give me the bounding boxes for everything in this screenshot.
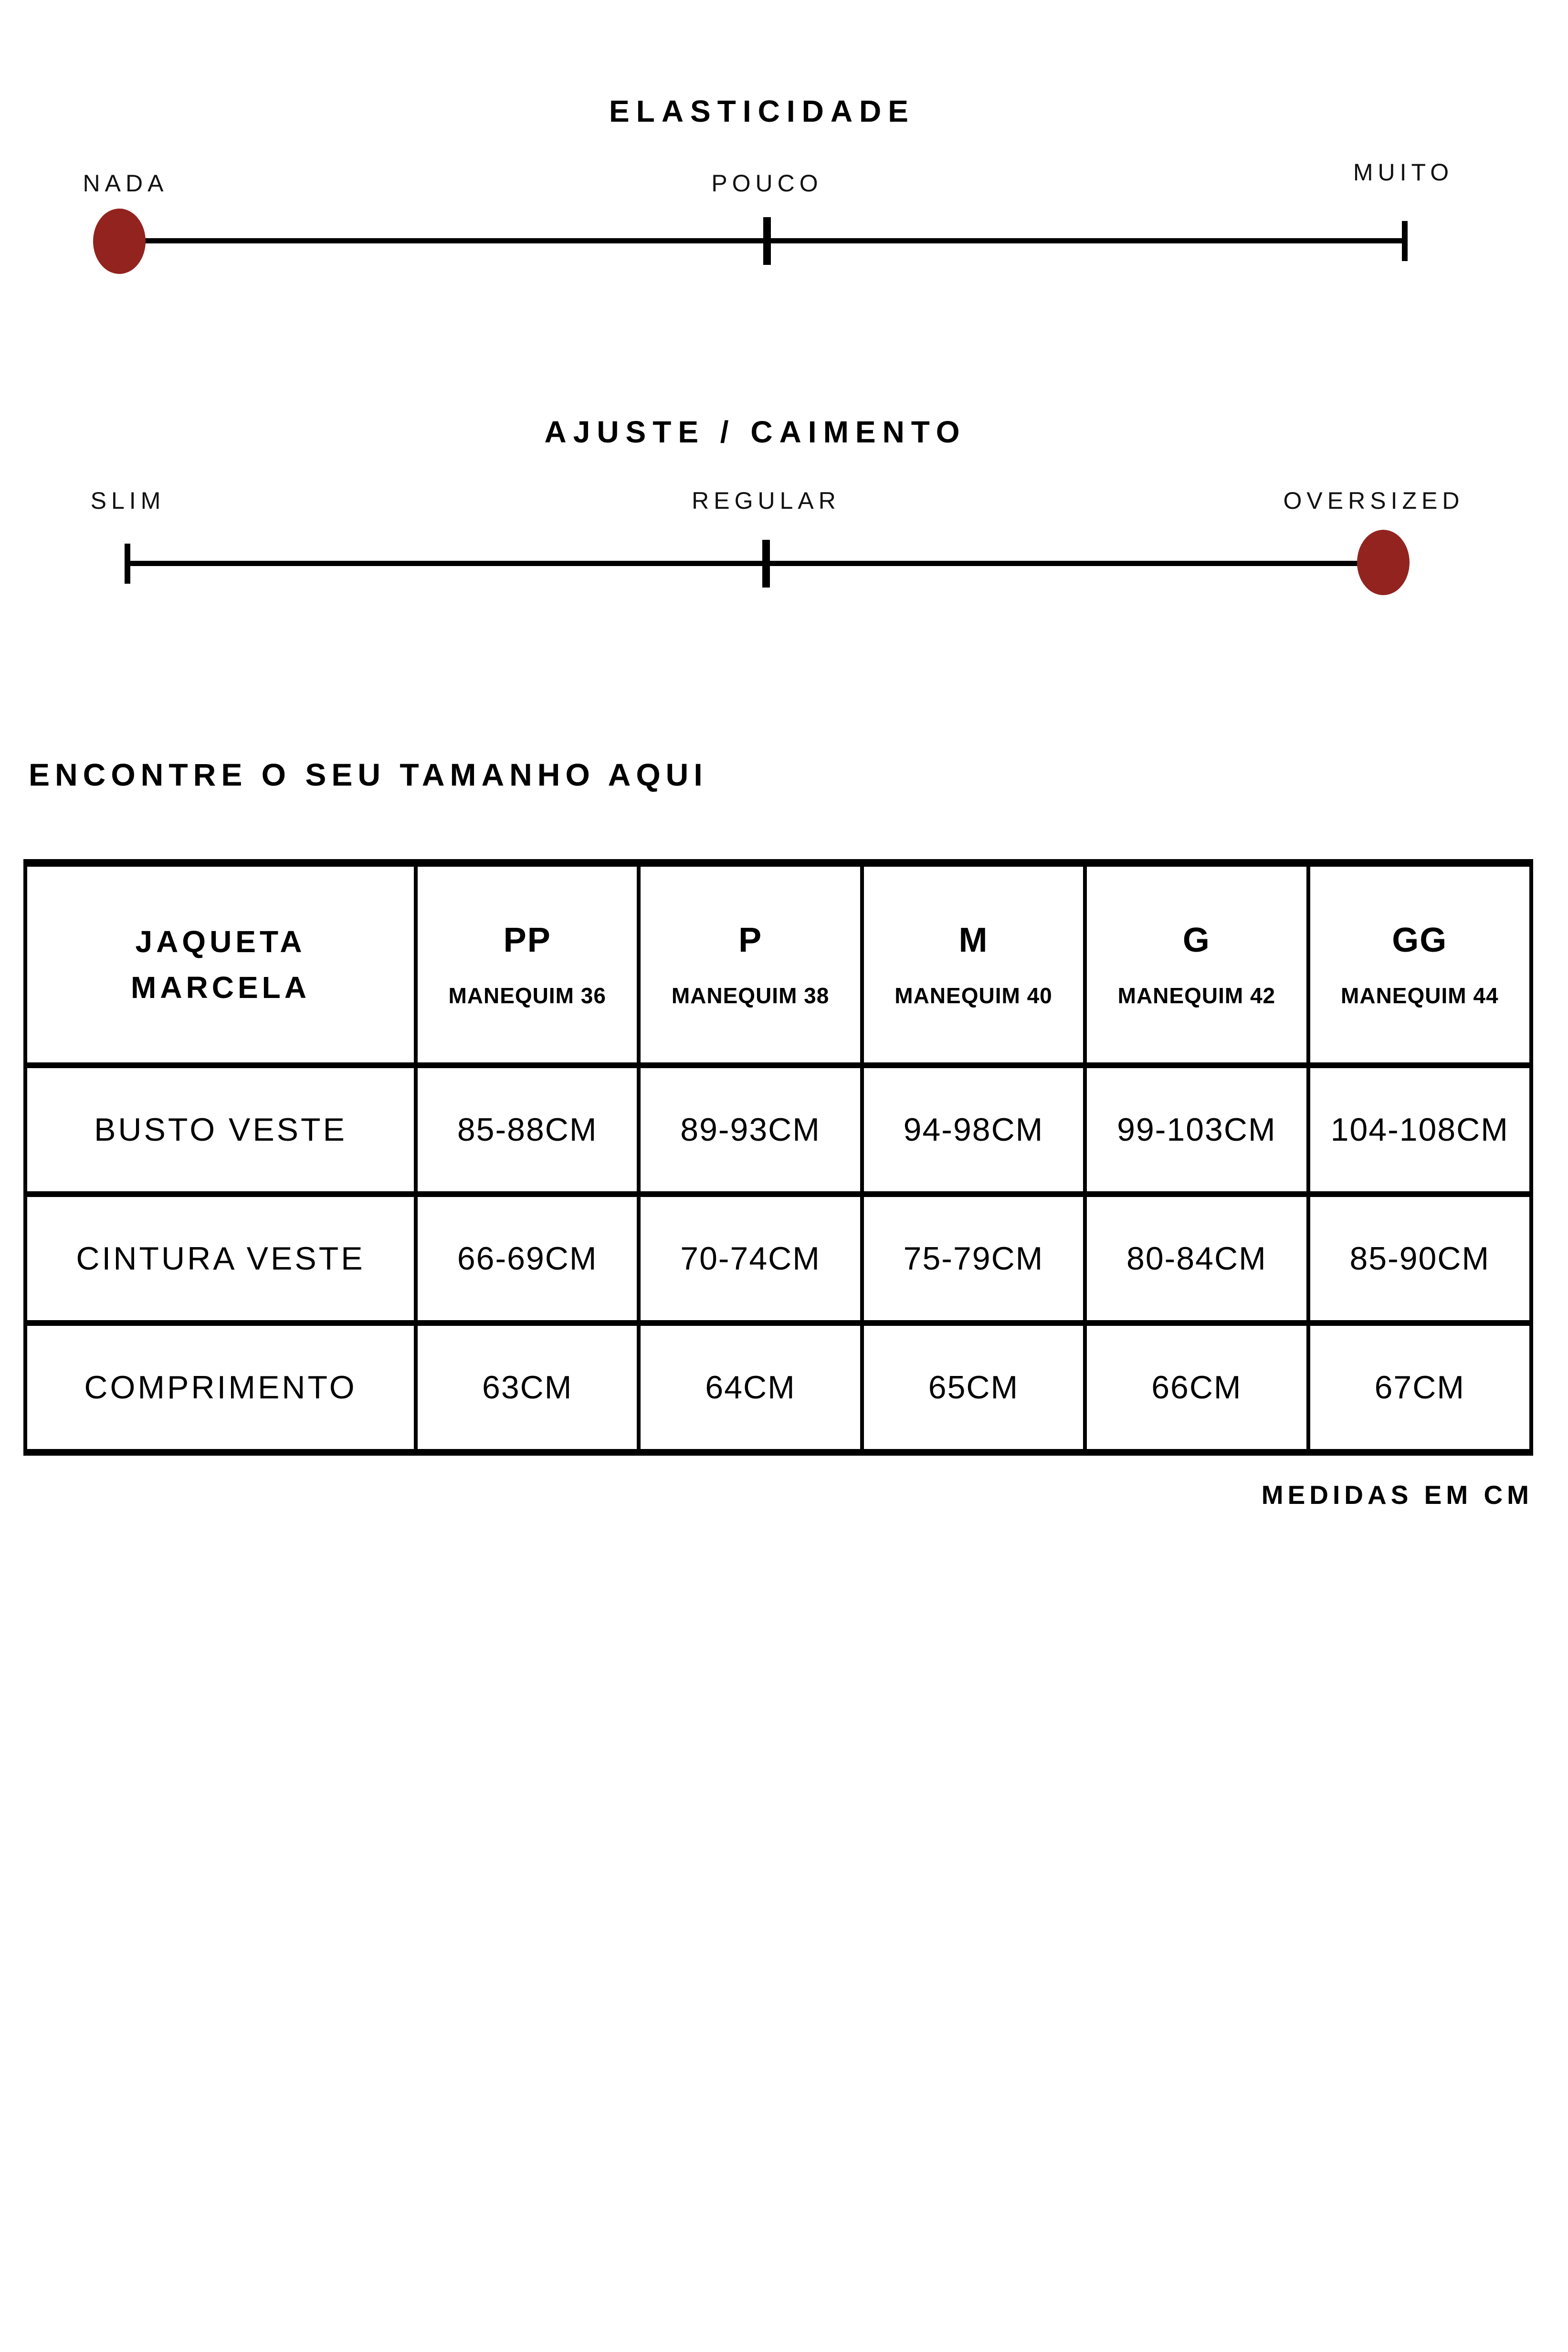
- elasticity-end-tick: [1402, 221, 1408, 261]
- fit-label-oversized: OVERSIZED: [1283, 487, 1464, 514]
- table-cell-cintura-m: 75-79CM: [864, 1197, 1083, 1320]
- elasticity-mid-tick: [763, 217, 771, 265]
- table-cell-comprimento-p: 64CM: [641, 1326, 860, 1449]
- size-header-gg: [1310, 867, 1529, 1062]
- table-cell-busto-pp: 85-88CM: [418, 1068, 637, 1191]
- product-name-line1: JAQUETA: [135, 924, 306, 959]
- size-letter: G: [1182, 921, 1210, 959]
- size-letter: GG: [1392, 921, 1448, 959]
- elasticity-label-muito: MUITO: [1353, 159, 1454, 186]
- size-letter: M: [958, 921, 989, 959]
- size-guide-heading: ENCONTRE O SEU TAMANHO AQUI: [29, 757, 708, 792]
- size-header-g: [1087, 867, 1306, 1062]
- fit-marker-dot: [1357, 530, 1410, 595]
- size-letter: P: [738, 921, 763, 959]
- measurements-footnote: MEDIDAS EM CM: [1261, 1480, 1533, 1510]
- table-cell-busto-p: 89-93CM: [641, 1068, 860, 1191]
- product-name-line2: MARCELA: [131, 970, 310, 1005]
- table-row-label-busto: BUSTO VESTE: [27, 1068, 414, 1191]
- size-header-pp: [418, 867, 637, 1062]
- fit-label-regular: REGULAR: [692, 487, 841, 514]
- fit-slider-track: [127, 561, 1383, 566]
- mannequin-label: MANEQUIM 40: [894, 983, 1052, 1008]
- table-cell-busto-g: 99-103CM: [1087, 1068, 1306, 1191]
- size-header-p: [641, 867, 860, 1062]
- mannequin-label: MANEQUIM 44: [1341, 983, 1499, 1008]
- elasticity-marker-dot: [93, 209, 146, 274]
- mannequin-label: MANEQUIM 38: [671, 983, 830, 1008]
- table-cell-comprimento-pp: 63CM: [418, 1326, 637, 1449]
- fit-mid-tick: [762, 540, 770, 588]
- table-cell-cintura-g: 80-84CM: [1087, 1197, 1306, 1320]
- fit-start-tick: [125, 544, 130, 584]
- table-row-label-cintura: CINTURA VESTE: [27, 1197, 414, 1320]
- mannequin-label: MANEQUIM 42: [1117, 983, 1276, 1008]
- mannequin-label: MANEQUIM 36: [448, 983, 606, 1008]
- elasticity-slider-track: [119, 238, 1405, 243]
- fit-label-slim: SLIM: [90, 487, 166, 514]
- fit-title: AJUSTE / CAIMENTO: [544, 415, 967, 449]
- table-row-label-comprimento: COMPRIMENTO: [27, 1326, 414, 1449]
- table-cell-comprimento-gg: 67CM: [1310, 1326, 1529, 1449]
- table-cell-cintura-gg: 85-90CM: [1310, 1197, 1529, 1320]
- size-letter: PP: [503, 921, 551, 959]
- elasticity-label-nada: NADA: [83, 170, 168, 197]
- table-cell-comprimento-m: 65CM: [864, 1326, 1083, 1449]
- product-name-cell: [27, 867, 414, 1062]
- table-cell-busto-gg: 104-108CM: [1310, 1068, 1529, 1191]
- elasticity-label-pouco: POUCO: [711, 170, 823, 197]
- table-cell-comprimento-g: 66CM: [1087, 1326, 1306, 1449]
- size-table: [23, 859, 1533, 1456]
- table-cell-cintura-p: 70-74CM: [641, 1197, 860, 1320]
- table-cell-cintura-pp: 66-69CM: [418, 1197, 637, 1320]
- size-header-m: [864, 867, 1083, 1062]
- table-cell-busto-m: 94-98CM: [864, 1068, 1083, 1191]
- elasticity-title: ELASTICIDADE: [609, 94, 915, 128]
